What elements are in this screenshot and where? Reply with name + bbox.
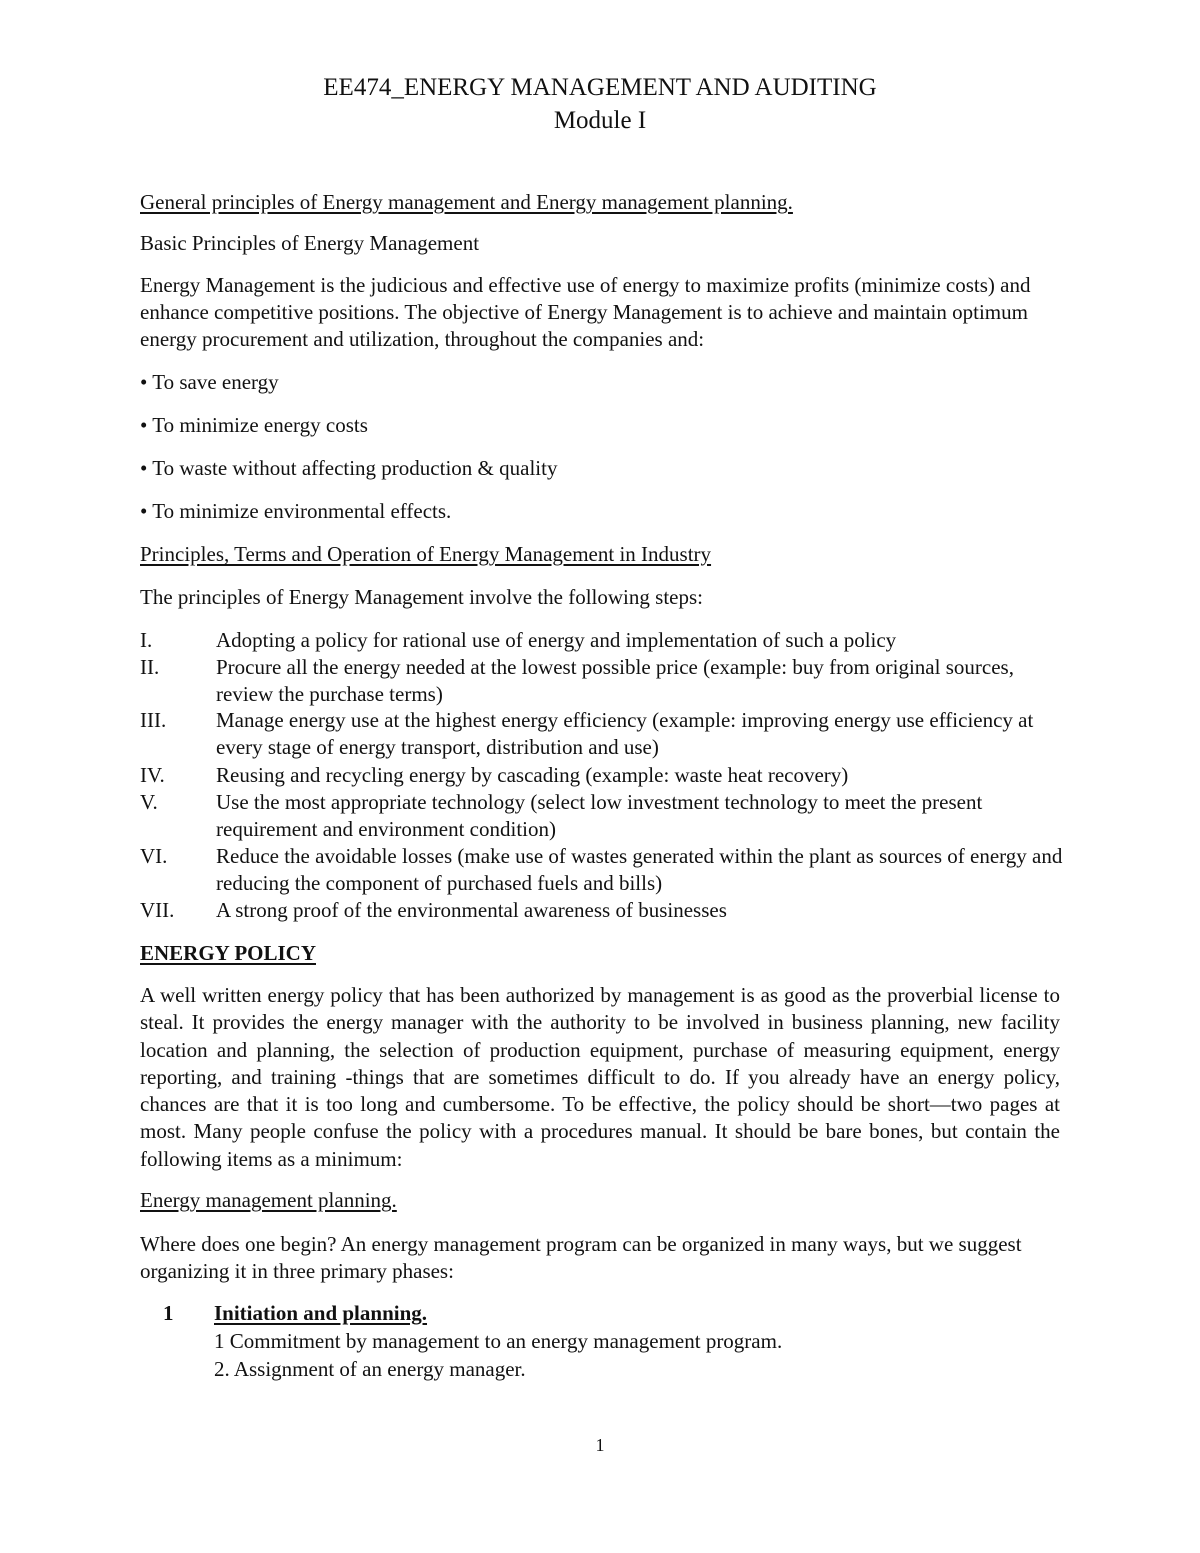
document-title: EE474_ENERGY MANAGEMENT AND AUDITING — [323, 74, 877, 101]
step-text: Use the most appropriate technology (select low investment technology to meet the present requirement and environment condition) — [216, 790, 983, 841]
step-text: A strong proof of the environmental awareness of businesses — [216, 898, 727, 922]
step-number: IV. — [140, 763, 165, 787]
step-text: Manage energy use at the highest energy efficiency (example: improving energy use efficiency at every stage of energy transport, distribution and use) — [216, 708, 1034, 759]
energy-policy-paragraph: A well written energy policy that has been authorized by management is as good as the proverbial license to steal. It provides the energy manager with the authority to be involved in business planning, new facility location and planning, the selection of production equipment, purchase of measuring equipment, energy reporting, and training -things that are sometimes difficult to do. If you already have an energy policy, chances are that it is too long and cumbersome. To be effective, the policy should be short—two pages at most. Many people confuse the policy with a procedures manual. It should be bare bones, but contain the following items as a minimum: — [140, 983, 1060, 1171]
section-heading-energy-management-planning: Energy management planning. — [140, 1188, 397, 1212]
step-number: VI. — [140, 844, 168, 868]
energy-management-definition: Energy Management is the judicious and effective use of energy to maximize profits (minimize costs) and enhance competitive positions. The objective of Energy Management is to achieve and maintain optimum energy procurement and utilization, throughout the companies and: — [140, 273, 1031, 351]
step-text: Procure all the energy needed at the lowest possible price (example: buy from original sources, review the purchase terms) — [216, 655, 1014, 706]
step-text: Reusing and recycling energy by cascading (example: waste heat recovery) — [216, 763, 849, 787]
step-number: III. — [140, 708, 167, 732]
page-number: 1 — [595, 1435, 605, 1455]
bullet-item: • To save energy — [140, 370, 279, 394]
module-label: Module I — [553, 107, 647, 134]
phase-item: 1 Commitment by management to an energy management program. — [214, 1329, 783, 1353]
step-text: Adopting a policy for rational use of energy and implementation of such a policy — [216, 628, 897, 652]
section-heading-energy-policy: ENERGY POLICY — [140, 941, 316, 965]
bullet-item: • To minimize energy costs — [140, 413, 368, 437]
step-number: I. — [140, 628, 153, 652]
step-text: Reduce the avoidable losses (make use of wastes generated within the plant as sources of energy and reducing the component of purchased fuels and bills) — [216, 844, 1063, 895]
section-heading-principles-terms: Principles, Terms and Operation of Energy Management in Industry — [140, 542, 712, 566]
phase-title: Initiation and planning. — [214, 1301, 428, 1325]
phase-item: 2. Assignment of an energy manager. — [214, 1357, 526, 1381]
step-number: II. — [140, 655, 160, 679]
phase-number: 1 — [163, 1301, 174, 1325]
subheading-basic-principles: Basic Principles of Energy Management — [140, 231, 480, 255]
section-heading-general-principles: General principles of Energy management and Energy management planning. — [140, 190, 793, 214]
bullet-item: • To waste without affecting production & quality — [140, 456, 558, 480]
planning-paragraph: Where does one begin? An energy management program can be organized in many ways, but we suggest organizing it in three primary phases: — [140, 1232, 1022, 1283]
step-number: V. — [140, 790, 158, 814]
principles-intro: The principles of Energy Management involve the following steps: — [140, 585, 703, 609]
step-number: VII. — [140, 898, 175, 922]
bullet-item: • To minimize environmental effects. — [140, 499, 452, 523]
